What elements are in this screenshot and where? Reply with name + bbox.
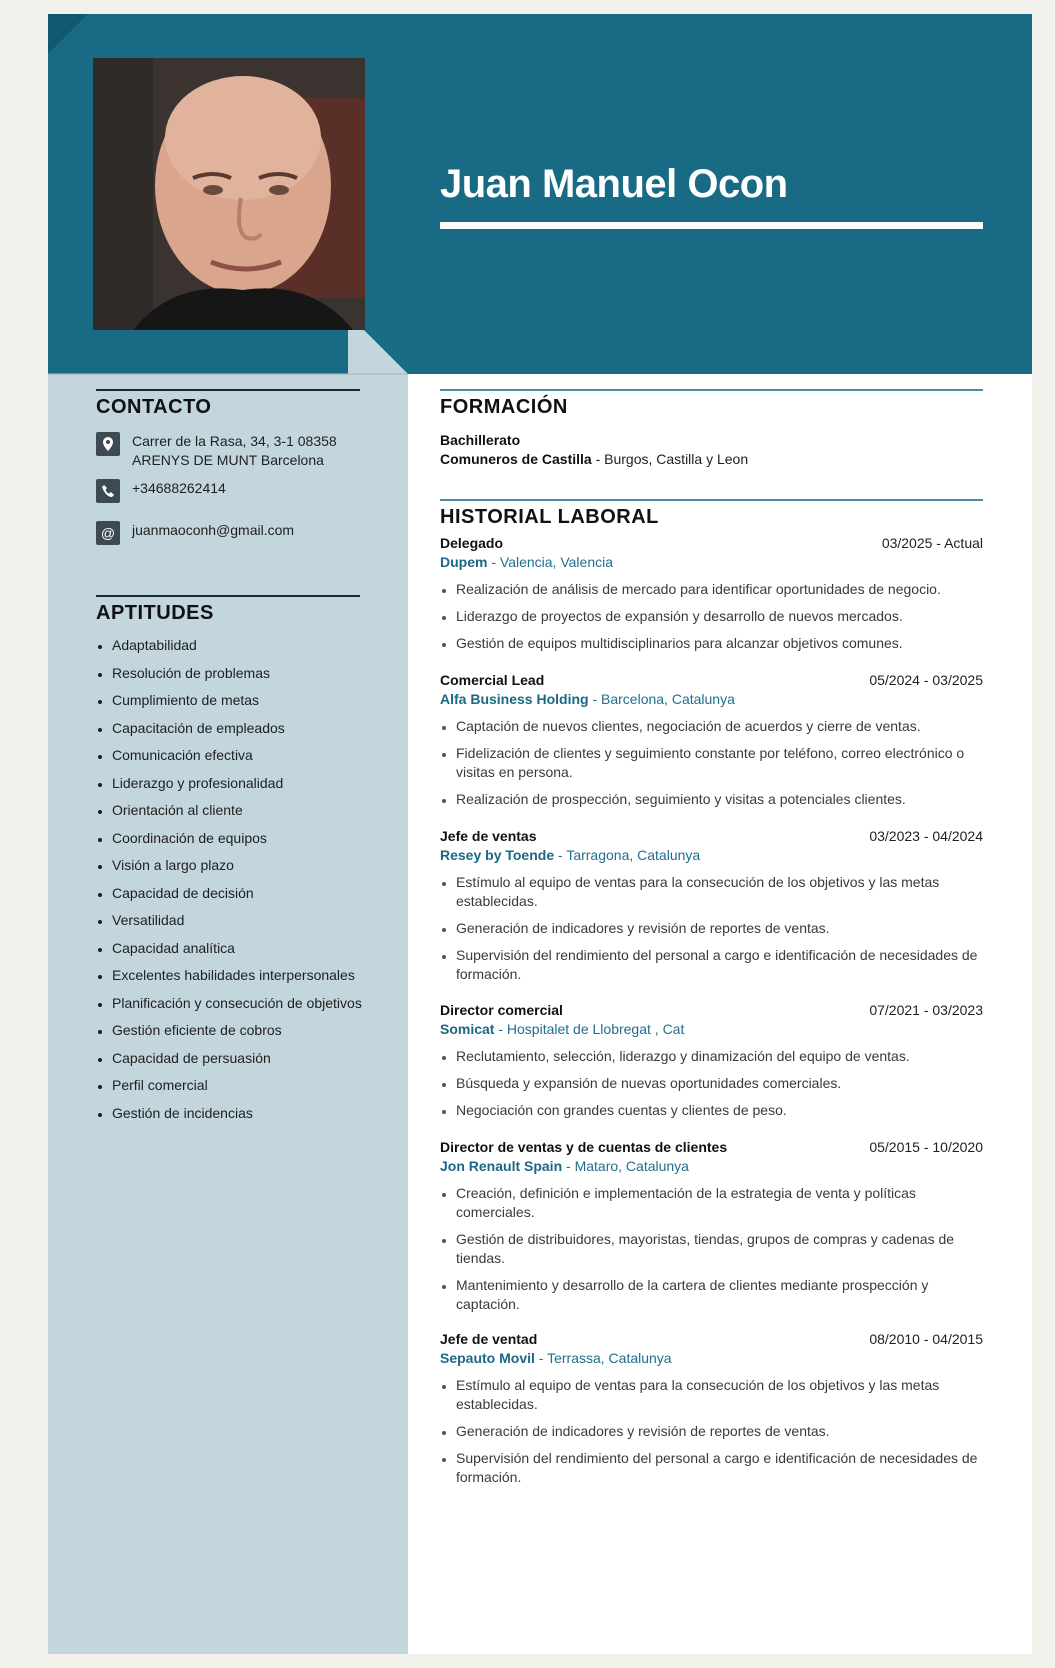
job-location: - Mataro, Catalunya bbox=[562, 1158, 689, 1174]
job-bullets bbox=[440, 1047, 983, 1120]
job-bullet: Generación de indicadores y revisión de reportes de ventas. bbox=[440, 919, 983, 938]
job-company: Jon Renault Spain bbox=[440, 1158, 563, 1174]
job-bullet: Estímulo al equipo de ventas para la consecución de los objetivos y las metas establecidas. bbox=[440, 873, 983, 911]
job-location: - Barcelona, Catalunya bbox=[588, 691, 735, 707]
job-dates: 03/2023 - 04/2024 bbox=[869, 828, 983, 844]
skill-item: Gestión eficiente de cobros bbox=[96, 1021, 366, 1040]
contact-phone bbox=[96, 479, 226, 503]
skill-item: Orientación al cliente bbox=[96, 801, 366, 820]
job-title: Jefe de ventad bbox=[440, 1331, 538, 1347]
job-company-line bbox=[440, 1349, 983, 1368]
job-dates: 03/2025 - Actual bbox=[881, 535, 983, 551]
contact-address bbox=[96, 432, 337, 470]
job-bullets bbox=[440, 580, 983, 653]
job-bullet: Supervisión del rendimiento del personal a cargo e identificación de necesidades de formación. bbox=[440, 1449, 983, 1487]
job-bullet: Captación de nuevos clientes, negociación de acuerdos y cierre de ventas. bbox=[440, 717, 983, 736]
name-underline bbox=[440, 222, 983, 229]
job-entry bbox=[440, 1001, 983, 1128]
contact-heading: CONTACTO bbox=[96, 396, 212, 418]
education-school: Comuneros de Castilla bbox=[440, 451, 592, 467]
address-line-1: Carrer de la Rasa, 34, 3-1 08358 bbox=[132, 433, 337, 449]
job-dates: 08/2010 - 04/2015 bbox=[869, 1331, 983, 1347]
skill-item: Versatilidad bbox=[96, 911, 366, 930]
address-line-2: ARENYS DE MUNT Barcelona bbox=[132, 452, 324, 468]
job-company-line bbox=[440, 1157, 983, 1176]
job-bullet: Estímulo al equipo de ventas para la consecución de los objetivos y las metas establecidas. bbox=[440, 1376, 983, 1414]
job-bullet: Mantenimiento y desarrollo de la cartera de clientes mediante prospección y captación. bbox=[440, 1276, 983, 1314]
skill-item: Comunicación efectiva bbox=[96, 746, 366, 765]
phone-icon bbox=[96, 479, 120, 503]
job-bullet: Liderazgo de proyectos de expansión y desarrollo de nuevos mercados. bbox=[440, 607, 983, 626]
job-header bbox=[440, 1138, 983, 1157]
job-entry bbox=[440, 534, 983, 661]
job-bullets bbox=[440, 1184, 983, 1314]
job-bullet: Fidelización de clientes y seguimiento constante por teléfono, correo electrónico o visitas en persona. bbox=[440, 744, 983, 782]
job-dates: 05/2024 - 03/2025 bbox=[869, 672, 983, 688]
job-bullet: Gestión de distribuidores, mayoristas, tiendas, grupos de compras y cadenas de tiendas. bbox=[440, 1230, 983, 1268]
contact-email bbox=[96, 521, 294, 545]
job-bullet: Realización de prospección, seguimiento y visitas a potenciales clientes. bbox=[440, 790, 983, 809]
skill-item: Capacidad de persuasión bbox=[96, 1049, 366, 1068]
job-company: Resey by Toende bbox=[440, 847, 555, 863]
skill-item: Visión a largo plazo bbox=[96, 856, 366, 875]
skill-item: Coordinación de equipos bbox=[96, 829, 366, 848]
job-bullet: Creación, definición e implementación de la estrategia de venta y políticas comerciales. bbox=[440, 1184, 983, 1222]
job-location: - Hospitalet de Llobregat , Cat bbox=[494, 1021, 685, 1037]
job-header bbox=[440, 1330, 983, 1349]
candidate-name: Juan Manuel Ocon bbox=[440, 162, 788, 206]
job-company-line bbox=[440, 846, 983, 865]
skill-item: Gestión de incidencias bbox=[96, 1104, 366, 1123]
location-pin-icon bbox=[96, 432, 120, 456]
skill-item: Planificación y consecución de objetivos bbox=[96, 994, 366, 1013]
job-bullet: Negociación con grandes cuentas y clientes de peso. bbox=[440, 1101, 983, 1120]
skill-item: Capacitación de empleados bbox=[96, 719, 366, 738]
job-company: Dupem bbox=[440, 554, 488, 570]
skills-list bbox=[96, 636, 366, 1131]
job-header bbox=[440, 1001, 983, 1020]
job-dates: 05/2015 - 10/2020 bbox=[869, 1139, 983, 1155]
job-company: Somicat bbox=[440, 1021, 495, 1037]
job-bullet: Realización de análisis de mercado para identificar oportunidades de negocio. bbox=[440, 580, 983, 599]
skill-item: Resolución de problemas bbox=[96, 664, 366, 683]
education-rule bbox=[440, 389, 983, 391]
job-entry bbox=[440, 1138, 983, 1322]
job-dates: 07/2021 - 03/2023 bbox=[869, 1002, 983, 1018]
job-bullet: Búsqueda y expansión de nuevas oportunidades comerciales. bbox=[440, 1074, 983, 1093]
skills-rule bbox=[96, 595, 360, 597]
education-heading: FORMACIÓN bbox=[440, 396, 568, 418]
job-bullets bbox=[440, 873, 983, 984]
job-entry bbox=[440, 827, 983, 992]
skill-item: Perfil comercial bbox=[96, 1076, 366, 1095]
job-company-line bbox=[440, 553, 983, 572]
job-bullet: Generación de indicadores y revisión de reportes de ventas. bbox=[440, 1422, 983, 1441]
job-header bbox=[440, 534, 983, 553]
job-title: Delegado bbox=[440, 535, 504, 551]
job-bullet: Supervisión del rendimiento del personal a cargo e identificación de necesidades de formación. bbox=[440, 946, 983, 984]
education-degree: Bachillerato bbox=[440, 432, 521, 448]
education-school-line bbox=[440, 451, 748, 467]
phone-number[interactable]: +34688262414 bbox=[132, 480, 226, 496]
job-header bbox=[440, 827, 983, 846]
job-title: Jefe de ventas bbox=[440, 828, 537, 844]
job-title: Director comercial bbox=[440, 1002, 563, 1018]
job-company: Alfa Business Holding bbox=[440, 691, 589, 707]
job-title: Comercial Lead bbox=[440, 672, 545, 688]
at-sign-icon: @ bbox=[96, 521, 120, 545]
job-company-line bbox=[440, 690, 983, 709]
resume-page bbox=[48, 14, 1032, 1654]
contact-rule bbox=[96, 389, 360, 391]
education-location: - Burgos, Castilla y Leon bbox=[591, 451, 749, 467]
skill-item: Capacidad de decisión bbox=[96, 884, 366, 903]
skill-item: Capacidad analítica bbox=[96, 939, 366, 958]
profile-photo bbox=[93, 58, 365, 330]
skills-heading: APTITUDES bbox=[96, 602, 214, 624]
skill-item: Adaptabilidad bbox=[96, 636, 366, 655]
email-address[interactable]: juanmaoconh@gmail.com bbox=[132, 522, 295, 538]
job-header bbox=[440, 671, 983, 690]
work-heading: HISTORIAL LABORAL bbox=[440, 506, 659, 528]
job-bullet: Reclutamiento, selección, liderazgo y dinamización del equipo de ventas. bbox=[440, 1047, 983, 1066]
job-location: - Terrassa, Catalunya bbox=[534, 1350, 672, 1366]
job-bullet: Gestión de equipos multidisciplinarios para alcanzar objetivos comunes. bbox=[440, 634, 983, 653]
job-company-line bbox=[440, 1020, 983, 1039]
job-location: - Tarragona, Catalunya bbox=[554, 847, 701, 863]
job-entry bbox=[440, 671, 983, 817]
job-company: Sepauto Movil bbox=[440, 1350, 535, 1366]
job-location: - Valencia, Valencia bbox=[487, 554, 614, 570]
job-bullets bbox=[440, 1376, 983, 1487]
skill-item: Cumplimiento de metas bbox=[96, 691, 366, 710]
job-title: Director de ventas y de cuentas de clientes bbox=[440, 1139, 728, 1155]
skill-item: Liderazgo y profesionalidad bbox=[96, 774, 366, 793]
skill-item: Excelentes habilidades interpersonales bbox=[96, 966, 366, 985]
job-bullets bbox=[440, 717, 983, 809]
job-entry bbox=[440, 1330, 983, 1495]
work-rule bbox=[440, 499, 983, 501]
